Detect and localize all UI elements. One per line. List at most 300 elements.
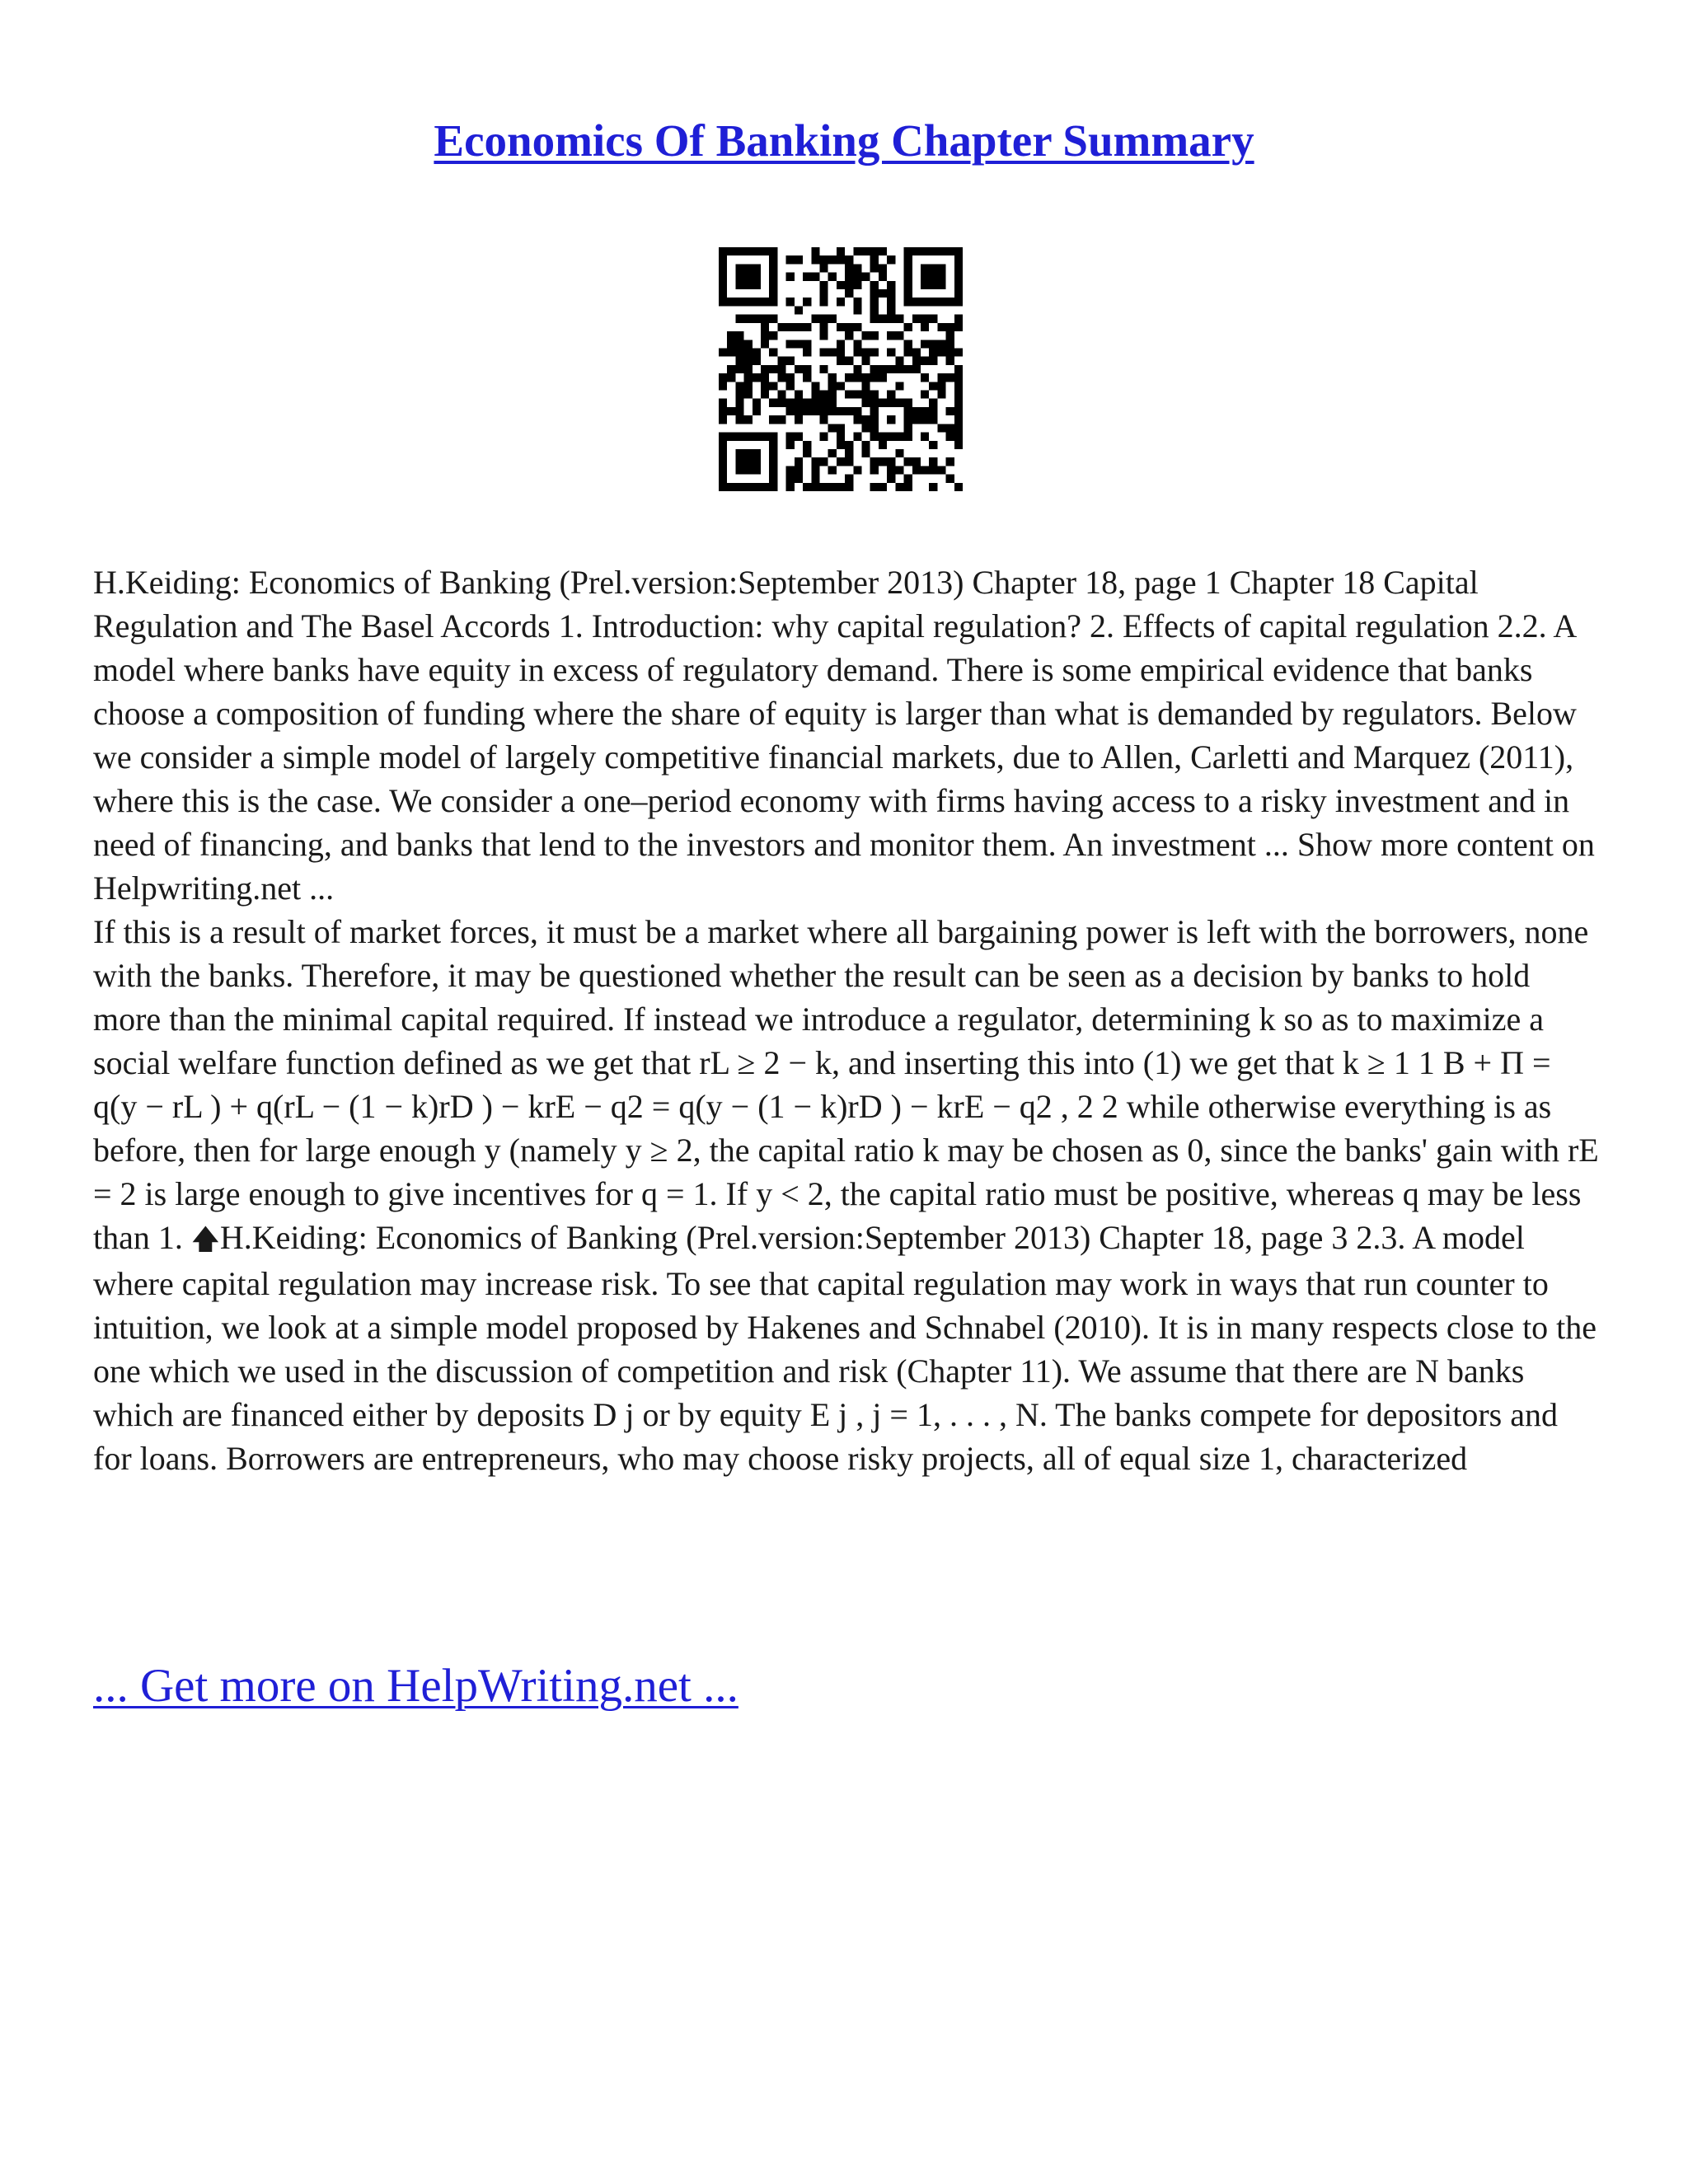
qr-module [753, 407, 761, 415]
qr-module [753, 264, 761, 272]
qr-module [735, 340, 743, 348]
qr-module [803, 449, 811, 457]
qr-module [904, 415, 912, 424]
qr-module [761, 315, 769, 323]
qr-module [819, 281, 828, 289]
qr-module [921, 323, 929, 331]
qr-module [811, 247, 819, 255]
qr-module [719, 289, 727, 298]
qr-module [837, 441, 845, 449]
qr-module [853, 306, 861, 314]
qr-module [887, 415, 895, 424]
qr-module [946, 323, 954, 331]
qr-module [744, 433, 753, 441]
qr-module [921, 433, 929, 441]
qr-module [879, 365, 887, 373]
qr-module [744, 382, 753, 390]
qr-module [786, 399, 795, 407]
qr-module [912, 298, 921, 306]
qr-module [954, 348, 963, 356]
qr-module [879, 457, 887, 466]
qr-module [837, 348, 845, 356]
qr-module [735, 483, 743, 491]
qr-module [954, 365, 963, 373]
qr-module [887, 289, 895, 298]
qr-module [719, 483, 727, 491]
qr-module [769, 247, 777, 255]
qr-module [735, 415, 743, 424]
qr-module [904, 247, 912, 255]
qr-module [862, 373, 870, 382]
qr-module [786, 483, 795, 491]
qr-module [862, 415, 870, 424]
qr-module [811, 315, 819, 323]
qr-module [887, 306, 895, 314]
qr-module [735, 315, 743, 323]
qr-module [887, 457, 895, 466]
qr-module [929, 315, 937, 323]
qr-module [862, 247, 870, 255]
qr-module [929, 264, 937, 272]
qr-module [845, 255, 853, 264]
qr-module [753, 247, 761, 255]
qr-module [912, 407, 921, 415]
qr-module [753, 449, 761, 457]
qr-module [727, 247, 735, 255]
qr-module [735, 264, 743, 272]
qr-module [887, 331, 895, 340]
qr-module [870, 415, 879, 424]
qr-module [845, 289, 853, 298]
qr-module [937, 298, 945, 306]
qr-module [912, 247, 921, 255]
qr-module [870, 433, 879, 441]
qr-module [719, 433, 727, 441]
qr-module [744, 340, 753, 348]
qr-module [837, 382, 845, 390]
qr-module [929, 298, 937, 306]
qr-module [887, 475, 895, 483]
qr-module [946, 373, 954, 382]
qr-module [904, 323, 912, 331]
qr-module [777, 391, 785, 399]
qr-module [819, 391, 828, 399]
qr-module [946, 424, 954, 432]
qr-module [929, 407, 937, 415]
qr-module [735, 382, 743, 390]
qr-module [803, 323, 811, 331]
qr-module [904, 298, 912, 306]
qr-module [761, 433, 769, 441]
qr-module [946, 298, 954, 306]
qr-module [761, 382, 769, 390]
qr-module [719, 449, 727, 457]
qr-module [753, 273, 761, 281]
qr-module [887, 348, 895, 356]
more-link-container [93, 1658, 738, 1714]
qr-module [719, 415, 727, 424]
qr-module [853, 323, 861, 331]
qr-module [912, 315, 921, 323]
qr-module [921, 466, 929, 474]
qr-module [904, 340, 912, 348]
qr-module [954, 273, 963, 281]
qr-module [786, 357, 795, 365]
qr-module [744, 391, 753, 399]
qr-module [803, 340, 811, 348]
qr-module [719, 247, 727, 255]
qr-module [769, 457, 777, 466]
qr-module [904, 365, 912, 373]
qr-module [753, 399, 761, 407]
qr-module [954, 323, 963, 331]
qr-module [727, 407, 735, 415]
qr-module [777, 373, 785, 382]
page-title [0, 114, 1688, 168]
qr-module [895, 357, 903, 365]
qr-module [853, 365, 861, 373]
qr-module [735, 247, 743, 255]
qr-module [879, 315, 887, 323]
qr-module [786, 273, 795, 281]
qr-module [769, 365, 777, 373]
qr-module [845, 449, 853, 457]
qr-module [719, 373, 727, 382]
qr-module [735, 298, 743, 306]
qr-module [895, 449, 903, 457]
qr-module [937, 323, 945, 331]
qr-module [769, 348, 777, 356]
qr-module [811, 255, 819, 264]
qr-module [946, 357, 954, 365]
qr-module [727, 298, 735, 306]
qr-module [786, 475, 795, 483]
qr-module [803, 407, 811, 415]
qr-module [819, 407, 828, 415]
qr-module [828, 348, 837, 356]
qr-module [946, 331, 954, 340]
qr-module [769, 298, 777, 306]
qr-module [937, 466, 945, 474]
qr-module [744, 264, 753, 272]
qr-module [845, 407, 853, 415]
qr-module [769, 399, 777, 407]
qr-module [735, 365, 743, 373]
qr-module [753, 298, 761, 306]
qr-module [819, 365, 828, 373]
qr-module [895, 382, 903, 390]
paragraph: H.Keiding: Economics of Banking (Prel.version:September 2013) Chapter 18, page 1 Chapter 18 Capital Regulation and The Basel Accords 1. Introduction: why capital regulation? 2. Effects of capital regulation 2.2. A model where banks have equity in excess of regulatory demand. There is some empirical evidence that banks choose a composition of funding where the share of equity is larger than what is demanded by regulators. Below we consider a simple model of largely competitive financial markets, due to Allen, Carletti and Marquez (2011), where this is the case. We consider a one–period economy with firms having access to a risky investment and in need of financing, and banks that lend to the investors and monitor them. An investment ... Show more content on Helpwriting.net ... [93, 564, 1595, 907]
qr-module [769, 331, 777, 340]
qr-module [744, 348, 753, 356]
qr-module [862, 382, 870, 390]
qr-module [811, 399, 819, 407]
qr-module [862, 391, 870, 399]
qr-module [786, 255, 795, 264]
qr-module [803, 441, 811, 449]
qr-module [929, 466, 937, 474]
qr-module [795, 323, 803, 331]
qr-module [803, 399, 811, 407]
qr-code [719, 247, 963, 491]
qr-module [845, 323, 853, 331]
qr-module [870, 348, 879, 356]
qr-module [837, 298, 845, 306]
title-link[interactable]: Economics Of Banking Chapter Summary [434, 115, 1254, 166]
qr-module [929, 340, 937, 348]
qr-module [870, 331, 879, 340]
qr-module [921, 357, 929, 365]
qr-module [929, 357, 937, 365]
qr-module [946, 457, 954, 466]
qr-module [887, 281, 895, 289]
qr-module [727, 433, 735, 441]
qr-module [862, 449, 870, 457]
qr-module [912, 365, 921, 373]
qr-module [879, 289, 887, 298]
qr-module [929, 273, 937, 281]
qr-module [912, 348, 921, 356]
qr-module [786, 382, 795, 390]
paragraph [93, 910, 1601, 1480]
qr-module [744, 273, 753, 281]
qr-module [769, 441, 777, 449]
qr-module [769, 433, 777, 441]
qr-module [795, 407, 803, 415]
qr-module [929, 348, 937, 356]
qr-module [845, 331, 853, 340]
qr-module [904, 407, 912, 415]
qr-module [828, 255, 837, 264]
qr-module [744, 247, 753, 255]
qr-module [929, 441, 937, 449]
qr-module [786, 466, 795, 474]
qr-module [895, 315, 903, 323]
qr-module [753, 373, 761, 382]
qr-module [828, 466, 837, 474]
qr-module [719, 348, 727, 356]
qr-module [904, 289, 912, 298]
qr-module [853, 433, 861, 441]
qr-module [769, 415, 777, 424]
qr-module [735, 466, 743, 474]
article-body [93, 560, 1601, 1480]
qr-module [735, 331, 743, 340]
qr-module [786, 298, 795, 306]
qr-module [837, 424, 845, 432]
qr-module [946, 407, 954, 415]
qr-module [929, 382, 937, 390]
qr-module [904, 457, 912, 466]
qr-module [744, 483, 753, 491]
qr-module [719, 273, 727, 281]
qr-module [862, 331, 870, 340]
qr-module [761, 298, 769, 306]
qr-module [769, 466, 777, 474]
qr-module [929, 281, 937, 289]
qr-module [828, 407, 837, 415]
qr-module [735, 348, 743, 356]
qr-module [769, 273, 777, 281]
qr-module [895, 466, 903, 474]
qr-module [895, 483, 903, 491]
qr-module [904, 399, 912, 407]
qr-module [819, 348, 828, 356]
qr-module [819, 289, 828, 298]
qr-module [954, 298, 963, 306]
qr-module [786, 373, 795, 382]
qr-module [845, 264, 853, 272]
qr-module [735, 273, 743, 281]
qr-module [879, 373, 887, 382]
qr-module [845, 457, 853, 466]
qr-module [853, 273, 861, 281]
qr-module [853, 340, 861, 348]
qr-module [879, 483, 887, 491]
qr-module [853, 247, 861, 255]
qr-module [954, 424, 963, 432]
qr-module [786, 323, 795, 331]
qr-module [828, 399, 837, 407]
qr-module [819, 415, 828, 424]
qr-module [795, 306, 803, 314]
qr-module [862, 348, 870, 356]
qr-module [862, 424, 870, 432]
qr-module [921, 315, 929, 323]
qr-module [912, 457, 921, 466]
qr-module [929, 415, 937, 424]
qr-module [753, 281, 761, 289]
qr-module [862, 399, 870, 407]
qr-module [870, 407, 879, 415]
qr-module [887, 433, 895, 441]
qr-module [761, 391, 769, 399]
qr-module [735, 457, 743, 466]
qr-module [837, 407, 845, 415]
qr-module [845, 391, 853, 399]
qr-module [921, 281, 929, 289]
qr-module [719, 475, 727, 483]
qr-module [744, 357, 753, 365]
qr-module [904, 424, 912, 432]
qr-module [904, 483, 912, 491]
qr-module [777, 323, 785, 331]
qr-module [811, 475, 819, 483]
qr-module [837, 247, 845, 255]
qr-module [937, 424, 945, 432]
qr-module [769, 483, 777, 491]
qr-module [735, 407, 743, 415]
qr-module [954, 407, 963, 415]
qr-module [937, 273, 945, 281]
qr-module [753, 466, 761, 474]
qr-module [735, 281, 743, 289]
qr-module [845, 475, 853, 483]
qr-module [819, 399, 828, 407]
qr-module [887, 466, 895, 474]
qr-module [795, 399, 803, 407]
qr-module [870, 391, 879, 399]
qr-module [954, 415, 963, 424]
qr-module [769, 449, 777, 457]
arrow-up-icon: 🡅 [190, 1223, 220, 1256]
qr-module [845, 483, 853, 491]
get-more-link[interactable]: ... Get more on HelpWriting.net ... [93, 1660, 738, 1712]
qr-module [819, 483, 828, 491]
qr-module [937, 373, 945, 382]
qr-module [853, 281, 861, 289]
qr-module [870, 373, 879, 382]
qr-module [819, 264, 828, 272]
qr-module [954, 247, 963, 255]
qr-code-image [719, 247, 963, 491]
qr-module [719, 298, 727, 306]
qr-module [795, 340, 803, 348]
qr-module [870, 255, 879, 264]
qr-module [761, 323, 769, 331]
qr-module [954, 315, 963, 323]
qr-module [769, 382, 777, 390]
qr-module [811, 382, 819, 390]
qr-module [870, 424, 879, 432]
qr-module [819, 323, 828, 331]
qr-module [954, 391, 963, 399]
qr-module [761, 331, 769, 340]
qr-module [828, 315, 837, 323]
qr-module [837, 433, 845, 441]
paragraph-text: H.Keiding: Economics of Banking (Prel.version:September 2013) Chapter 18, page 3 2.3. A model where capital regulation may increase risk. To see that capital regulation may work in ways that run counter to intuition, we look at a simple model proposed by Hakenes and Schnabel (2010). It is in many respects close to the one which we used in the discussion of competition and risk (Chapter 11). We assume that there are N banks which are financed either by deposits D j or by equity E j , j = 1, . . . , N. The banks compete for depositors and for loans. Borrowers are entrepreneurs, who may choose risky projects, all of equal size 1, characterized [93, 1219, 1597, 1477]
qr-module [845, 373, 853, 382]
qr-module [862, 273, 870, 281]
qr-module [954, 255, 963, 264]
qr-module [937, 382, 945, 390]
qr-module [870, 247, 879, 255]
qr-module [777, 399, 785, 407]
qr-module [853, 373, 861, 382]
qr-module [853, 466, 861, 474]
qr-module [870, 298, 879, 306]
qr-module [811, 457, 819, 466]
qr-module [921, 340, 929, 348]
qr-module [929, 457, 937, 466]
qr-module [811, 391, 819, 399]
qr-module [870, 315, 879, 323]
qr-module [929, 483, 937, 491]
qr-module [719, 281, 727, 289]
qr-module [727, 331, 735, 340]
qr-module [879, 247, 887, 255]
qr-module [727, 483, 735, 491]
qr-module [921, 415, 929, 424]
qr-module [895, 433, 903, 441]
qr-module [870, 365, 879, 373]
qr-module [828, 273, 837, 281]
qr-module [819, 457, 828, 466]
qr-module [954, 483, 963, 491]
qr-module [845, 273, 853, 281]
qr-module [744, 466, 753, 474]
qr-module [795, 466, 803, 474]
qr-module [719, 264, 727, 272]
qr-module [845, 281, 853, 289]
qr-module [937, 340, 945, 348]
qr-module [744, 281, 753, 289]
qr-module [946, 433, 954, 441]
qr-module [853, 391, 861, 399]
qr-module [811, 466, 819, 474]
qr-module [870, 457, 879, 466]
qr-module [735, 449, 743, 457]
